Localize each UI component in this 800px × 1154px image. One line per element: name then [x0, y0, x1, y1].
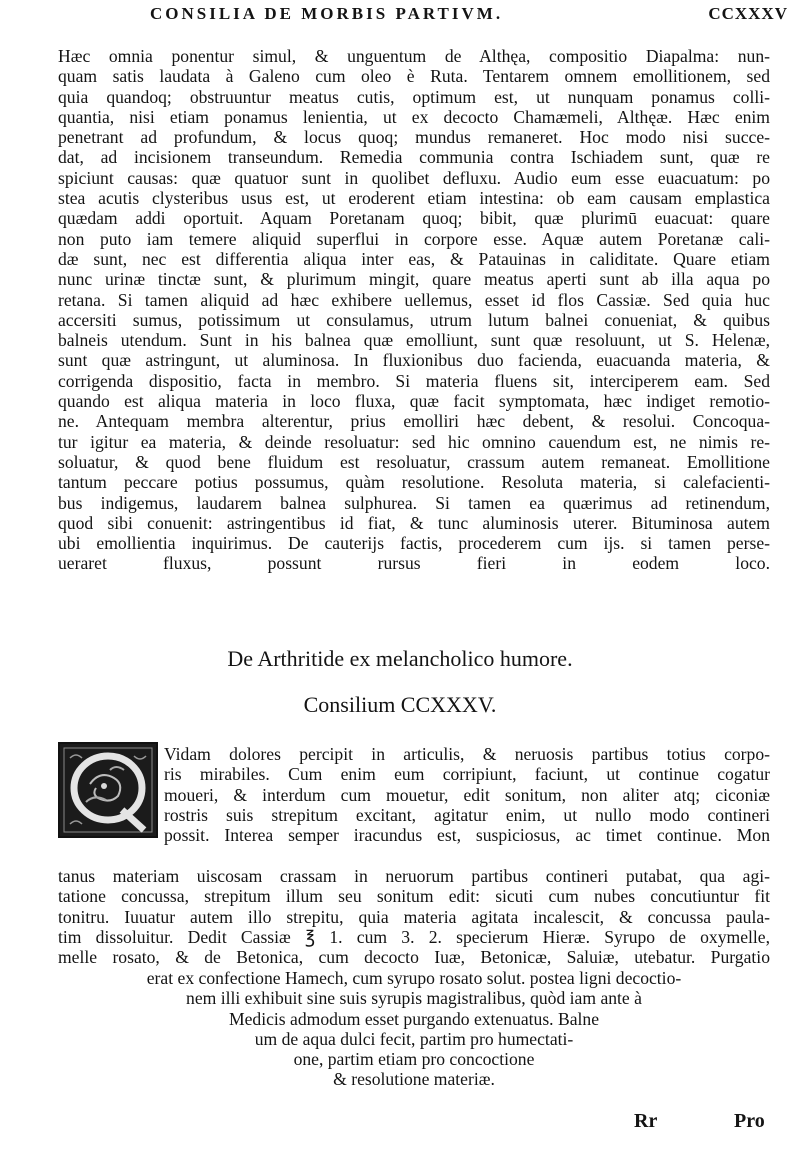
- consilium-opening-lines: [164, 744, 770, 845]
- running-head: [150, 4, 788, 24]
- text-line: tanus materiam uiscosam crassam in neruorum partibus contineri putabat, qua agi-: [58, 866, 770, 886]
- folio-number: CCXXXV: [708, 4, 788, 23]
- text-line: tur igitur ea materia, & deinde resoluatur: sed hic omnino cauendum est, ne nimis re-: [58, 431, 770, 452]
- text-line: melle rosato, & de Betonica, cum decocto Iuæ, Betonicæ, Saluiæ, utebatur. Purgatio: [58, 947, 770, 968]
- running-head-title: CONSILIA DE MORBIS PARTIVM.: [150, 4, 504, 23]
- signature-mark: Rr: [634, 1110, 658, 1132]
- text-line: tim dissoluitur. Dedit Cassiæ ℥ 1. cum 3. 2. specierum Hieræ. Syrupo de oxymelle,: [58, 926, 770, 947]
- consilium-body-lines: [58, 866, 770, 967]
- text-line: nunc urinæ tinctæ sunt, & plurimum mingit, quare meatus aperti sunt ab illa aqua po: [58, 269, 770, 290]
- text-line: spiciunt causas: quæ quatuor sunt in quolibet defluxu. Audio eum esse euacuatum: po: [58, 167, 770, 188]
- text-line: ris mirabiles. Cum enim eum corripiunt, faciunt, ut continue cogatur: [164, 764, 770, 785]
- text-line: quam satis laudata à Galeno cum oleo è Ruta. Tentarem omnem emollitionem, sed: [58, 66, 770, 87]
- text-line: ueraret fluxus, possunt rursus fieri in eodem loco.: [58, 553, 770, 574]
- text-line: & resolutione materiæ.: [333, 1069, 495, 1090]
- text-line: bus indigemus, laudarem balnea sulphurea. Si tamen ea quærimus ad retinendum,: [58, 492, 770, 513]
- text-line: penetrant ad profundum, & locus quoq; mundus remaneret. Hoc modo nisi succe-: [58, 127, 770, 148]
- text-line: rostris suis strepitum excitant, agitatur enim, ut nullo modo contineri: [164, 804, 770, 825]
- catchword: Pro: [734, 1110, 765, 1132]
- text-line: quando est aliqua materia in loco fluxa, quæ facit symptomata, hæc indiget remotio-: [58, 391, 770, 412]
- text-line: nem illi exhibuit sine suis syrupis magistralibus, quòd iam ante à: [186, 988, 642, 1009]
- text-line: accersiti sumus, potissimum ut consulamus, utrum lutum balnei conueniat, & quibus: [58, 309, 770, 330]
- text-line: moueri, & interdum cum mouetur, edit sonitum, non aliter atq; ciconiæ: [164, 784, 770, 805]
- consilium-title: Consilium CCXXXV.: [303, 692, 497, 717]
- woodcut-initial-icon: [60, 744, 156, 836]
- text-line: Vidam dolores percipit in articulis, & neruosis partibus totius corpo-: [164, 744, 770, 764]
- consilium-continuation-text: [58, 46, 770, 574]
- text-line: possit. Interea semper iracundus est, suspiciosus, ac timet continue. Mon: [164, 825, 770, 846]
- text-line: tantum peccare potius possumus, quàm resolutione. Resoluta materia, si calefacienti-: [58, 472, 770, 493]
- text-line: tatione concussa, strepitum illum seu sonitum edit: sicuti cum nubes concutiuntur fit: [58, 886, 770, 907]
- section-title: De Arthritide ex melancholico humore.: [227, 646, 573, 671]
- text-line: um de aqua dulci fecit, partim pro humectati-: [254, 1028, 574, 1049]
- text-line: retana. Si tamen aliquid ad hæc exhibere uellemus, esset id flos Cassiæ. Sed quia huc: [58, 289, 770, 310]
- text-line: corrigenda dispositio, facta in membro. Si materia fluens sit, interciperem eam. Sed: [58, 370, 770, 391]
- text-line: quantia, nisi etiam ponamus lenientia, ut ex decocto Chamæmeli, Althęæ. Hæc enim: [58, 106, 770, 127]
- text-line: tonitru. Iuuatur autem illo strepitu, quia materia agitata incalescit, & concussa paula-: [58, 906, 770, 927]
- text-line: ne. Antequam membra alterentur, prius emolliri hæc debent, & resolui. Concoqua-: [58, 411, 770, 432]
- text-line: one, partim etiam pro concoctione: [293, 1049, 535, 1070]
- text-line: Medicis admodum esset purgando extenuatus. Balne: [228, 1008, 600, 1029]
- text-line: dat, ad incisionem transeundum. Remedia communia contra Ischiadem sunt, quæ re: [58, 147, 770, 168]
- text-line: sunt quæ astringunt, ut aluminosa. In fluxionibus duo facienda, euacuanda materia, &: [58, 350, 770, 371]
- text-line: soluatur, & quod bene fluidum est resoluatur, crassum autem remaneat. Emollitione: [58, 451, 770, 472]
- text-line: stea acutis clysteribus usus est, ut eroderent etiam intestina: ob eam causam emplastica: [58, 188, 770, 209]
- text-line: dæ sunt, nec est differentia aliqua inter eas, & Patauinas in caliditate. Quare etiam: [58, 248, 770, 269]
- text-line: balneis utendum. Sunt in his balnea quæ emolliunt, sunt quæ resoluunt, ut S. Helenæ,: [58, 330, 770, 351]
- text-line: quædam addi oportuit. Aquam Poretanam quoq; bibit, quæ plurimū euacuat: quare: [58, 208, 770, 229]
- text-line: quia quandoq; obstruuntur meatus cutis, optimum est, ut nunquam ponamus colli-: [58, 86, 770, 107]
- text-line: non puto iam temere aliquid superflui in corpore esse. Aquæ autem Poretanæ cali-: [58, 228, 770, 249]
- text-line: ubi emollientia inquirimus. De cauterijs factis, procederem cum ijs. si tamen perse-: [58, 533, 770, 554]
- consilium-closing-lines: [58, 968, 770, 1090]
- text-line: Hæc omnia ponentur simul, & unguentum de Althęa, compositio Diapalma: nun-: [58, 46, 770, 66]
- text-line: quod sibi conuenit: astringentibus id fiat, & tunc aluminosis uterer. Bituminosa autem: [58, 512, 770, 533]
- decorated-initial-q: [58, 742, 158, 838]
- text-line: erat ex confectione Hamech, cum syrupo rosato solut. postea ligni decoctio-: [146, 968, 682, 988]
